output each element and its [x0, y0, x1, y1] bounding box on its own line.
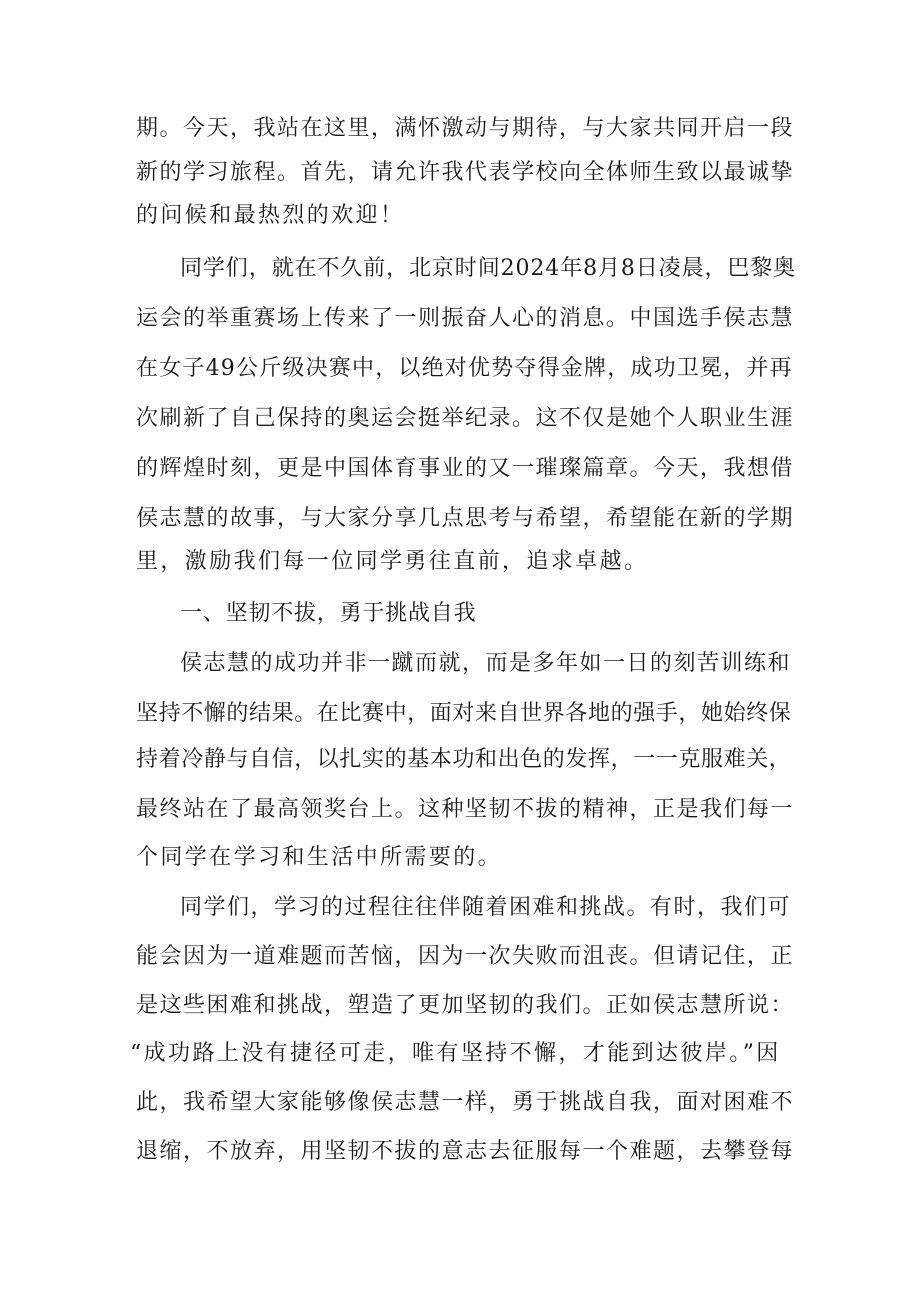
- paragraph-line: 里，激励我们每一位同学勇往直前，追求卓越。: [136, 549, 649, 574]
- paragraph-line: 期。今天，我站在这里，满怀激动与期待，与大家共同开启一段: [136, 116, 795, 141]
- paragraph-line: 次刷新了自己保持的奥运会挺举纪录。这不仅是她个人职业生涯: [136, 406, 795, 431]
- paragraph-line: 最终站在了最高领奖台上。这种坚韧不拔的精神，正是我们每一: [136, 797, 795, 822]
- paragraph-line: 同学们，就在不久前，北京时间2024年8月8日凌晨，巴黎奥: [180, 256, 797, 281]
- paragraph-line: 侯志慧的故事，与大家分享几点思考与希望，希望能在新的学期: [136, 506, 795, 531]
- paragraph-line: “成功路上没有捷径可走，唯有坚持不懈，才能到达彼岸。”因: [130, 1041, 781, 1066]
- paragraph-line: 是这些困难和挑战，塑造了更加坚韧的我们。正如侯志慧所说：: [136, 993, 795, 1018]
- paragraph-line: 持着冷静与自信，以扎实的基本功和出色的发挥，一一克服难关，: [136, 747, 792, 772]
- section-heading: 一、坚韧不拔，勇于挑战自我: [180, 601, 477, 626]
- paragraph-line: 退缩，不放弃，用坚韧不拔的意志去征服每一个难题，去攀登每: [136, 1139, 795, 1164]
- paragraph-line: 运会的举重赛场上传来了一则振奋人心的消息。中国选手侯志慧: [136, 306, 795, 331]
- paragraph-line: 新的学习旅程。首先，请允许我代表学校向全体师生致以最诚挚: [136, 160, 795, 185]
- paragraph-line: 侯志慧的成功并非一蹴而就，而是多年如一日的刻苦训练和: [180, 651, 792, 676]
- paragraph-line: 能会因为一道难题而苦恼，因为一次失败而沮丧。但请记住，正: [136, 944, 795, 969]
- paragraph-line: 在女子49公斤级决赛中，以绝对优势夺得金牌，成功卫冕，并再: [136, 356, 793, 381]
- paragraph-line: 的辉煌时刻，更是中国体育事业的又一璀璨篇章。今天，我想借: [136, 456, 795, 481]
- paragraph-line: 个同学在学习和生活中所需要的。: [136, 845, 503, 870]
- paragraph-line: 坚持不懈的结果。在比赛中，面对来自世界各地的强手，她始终保: [136, 701, 792, 726]
- paragraph-line: 的问候和最热烈的欢迎！: [136, 203, 405, 228]
- paragraph-line: 同学们，学习的过程往往伴随着困难和挑战。有时，我们可: [180, 895, 792, 920]
- paragraph-line: 此，我希望大家能够像侯志慧一样，勇于挑战自我，面对困难不: [136, 1090, 795, 1115]
